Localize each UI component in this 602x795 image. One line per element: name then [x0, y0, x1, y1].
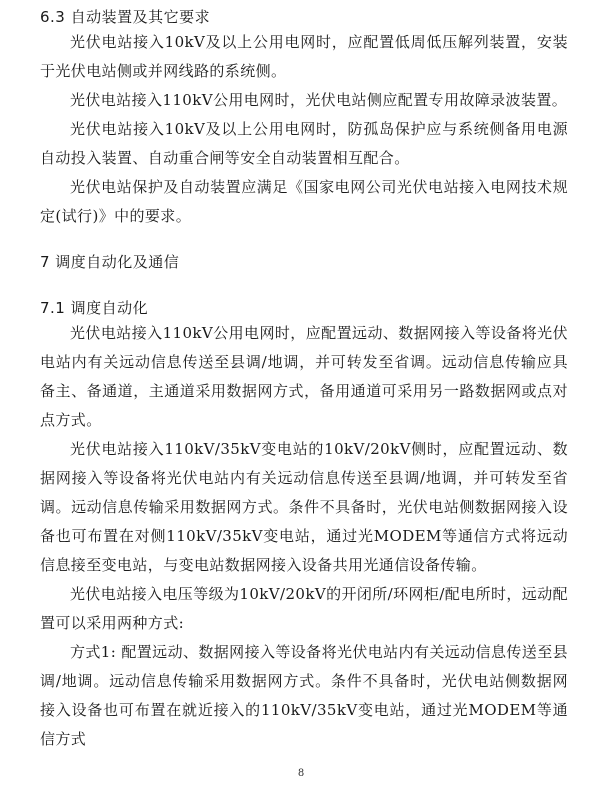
section-heading-6-3: 6.3 自动装置及其它要求: [40, 8, 211, 26]
paragraph: 光伏电站接入电压等级为10kV/20kV的开闭所/环网柜/配电所时，远动配置可以采用两种方式:: [40, 585, 568, 632]
paragraph: 光伏电站接入110kV/35kV变电站的10kV/20kV侧时，应配置远动、数据网接入等设备将光伏电站内有关远动信息传送至县调/地调，并可转发至省调。远动信息传输采用数据网方式。条件不具备时，光伏电站侧数据网接入设备也可布置在对侧110kV/35kV变电站，通过光MODEM等通信方式将远动信息接至变电站，与变电站数据网接入设备共用光通信设备传输。: [40, 440, 568, 574]
page-number: 8: [297, 768, 305, 779]
spacer: [40, 273, 568, 297]
paragraph: 方式1: 配置远动、数据网接入等设备将光伏电站内有关远动信息传送至县调/地调。远动信息传输采用数据网方式。条件不具备时，光伏电站侧数据网接入设备也可布置在就近接入的110kV/35kV变电站，通过光MODEM等通信方式: [40, 643, 568, 748]
section-heading-7: 7 调度自动化及通信: [40, 253, 180, 271]
section-heading-7-1: 7.1 调度自动化: [40, 299, 149, 317]
paragraph: 光伏电站保护及自动装置应满足《国家电网公司光伏电站接入电网技术规定(试行)》中的要求。: [40, 178, 568, 225]
page-content: [40, 6, 568, 754]
paragraph: 光伏电站接入10kV及以上公用电网时，防孤岛保护应与系统侧备用电源自动投入装置、自动重合闸等安全自动装置相互配合。: [40, 120, 568, 167]
paragraph: 光伏电站接入110kV公用电网时，光伏电站侧应配置专用故障录波装置。: [70, 91, 568, 109]
paragraph: 光伏电站接入10kV及以上公用电网时，应配置低周低压解列装置，安装于光伏电站侧或并网线路的系统侧。: [40, 33, 568, 80]
spacer: [40, 231, 568, 251]
paragraph: 光伏电站接入110kV公用电网时，应配置远动、数据网接入等设备将光伏电站内有关远动信息传送至县调/地调，并可转发至省调。远动信息传输应具备主、备通道，主通道采用数据网方式，备用通道可采用另一路数据网或点对点方式。: [40, 324, 568, 429]
